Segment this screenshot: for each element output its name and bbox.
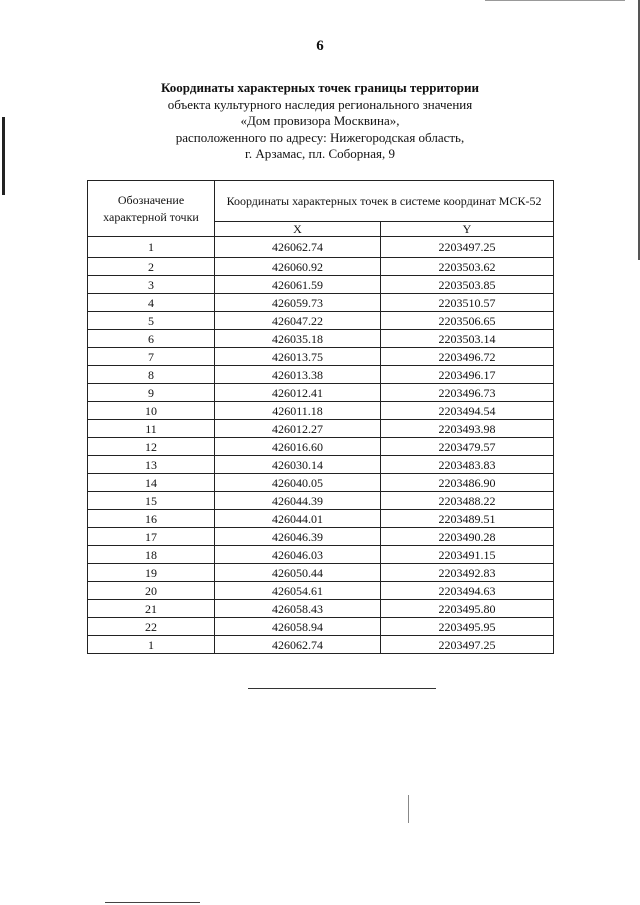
table-row (88, 237, 554, 258)
point-cell: 6 (88, 330, 215, 348)
table-row (88, 636, 554, 654)
point-cell: 21 (88, 600, 215, 618)
y-coordinate-cell: 2203497.25 (381, 237, 554, 258)
x-coordinate-cell: 426011.18 (215, 402, 381, 420)
x-coordinate-cell: 426046.39 (215, 528, 381, 546)
table-row (88, 348, 554, 366)
point-cell: 4 (88, 294, 215, 312)
end-of-document-line (248, 688, 436, 689)
x-coordinate-cell: 426054.61 (215, 582, 381, 600)
heading-address-line-2: г. Арзамас, пл. Соборная, 9 (245, 146, 395, 161)
point-cell: 15 (88, 492, 215, 510)
y-coordinate-cell: 2203490.28 (381, 528, 554, 546)
y-coordinate-cell: 2203503.85 (381, 276, 554, 294)
y-coordinate-cell: 2203494.54 (381, 402, 554, 420)
x-coordinate-cell: 426050.44 (215, 564, 381, 582)
point-cell: 18 (88, 546, 215, 564)
y-coordinate-cell: 2203497.25 (381, 636, 554, 654)
x-coordinate-cell: 426044.01 (215, 510, 381, 528)
point-cell: 20 (88, 582, 215, 600)
scan-mark-top (485, 0, 625, 1)
coordinates-table-body (88, 237, 554, 654)
y-coordinate-cell: 2203491.15 (381, 546, 554, 564)
x-coordinate-cell: 426030.14 (215, 456, 381, 474)
point-cell: 13 (88, 456, 215, 474)
point-cell: 1 (88, 237, 215, 258)
point-cell: 17 (88, 528, 215, 546)
y-coordinate-cell: 2203495.80 (381, 600, 554, 618)
heading-title: Координаты характерных точек границы территории (161, 80, 479, 95)
table-row (88, 420, 554, 438)
y-coordinate-cell: 2203492.83 (381, 564, 554, 582)
y-coordinate-cell: 2203495.95 (381, 618, 554, 636)
table-row (88, 438, 554, 456)
table-row (88, 366, 554, 384)
y-coordinate-cell: 2203489.51 (381, 510, 554, 528)
heading-object-type: объекта культурного наследия регионального значения (167, 96, 473, 112)
table-row (88, 456, 554, 474)
y-coordinate-cell: 2203483.83 (381, 456, 554, 474)
y-coordinate-cell: 2203486.90 (381, 474, 554, 492)
table-row (88, 294, 554, 312)
x-coordinate-cell: 426060.92 (215, 258, 381, 276)
y-coordinate-cell: 2203503.62 (381, 258, 554, 276)
table-row (88, 600, 554, 618)
y-coordinate-cell: 2203496.73 (381, 384, 554, 402)
x-coordinate-cell: 426059.73 (215, 294, 381, 312)
point-cell: 10 (88, 402, 215, 420)
x-coordinate-cell: 426061.59 (215, 276, 381, 294)
table-row (88, 546, 554, 564)
x-coordinate-cell: 426012.41 (215, 384, 381, 402)
point-cell: 14 (88, 474, 215, 492)
table-row (88, 618, 554, 636)
coordinates-table (87, 180, 554, 654)
x-coordinate-cell: 426040.05 (215, 474, 381, 492)
point-cell: 2 (88, 258, 215, 276)
table-row (88, 474, 554, 492)
y-coordinate-cell: 2203496.72 (381, 348, 554, 366)
heading-object-name: «Дом провизора Москвина», (240, 113, 400, 128)
point-cell: 16 (88, 510, 215, 528)
table-row (88, 276, 554, 294)
scan-mark-bottom (105, 902, 200, 903)
point-cell: 5 (88, 312, 215, 330)
x-coordinate-cell: 426062.74 (215, 636, 381, 654)
y-coordinate-cell: 2203503.14 (381, 330, 554, 348)
x-coordinate-cell: 426047.22 (215, 312, 381, 330)
x-coordinate-cell: 426012.27 (215, 420, 381, 438)
table-row (88, 510, 554, 528)
x-coordinate-cell: 426044.39 (215, 492, 381, 510)
table-row (88, 258, 554, 276)
table-row (88, 528, 554, 546)
y-coordinate-cell: 2203510.57 (381, 294, 554, 312)
y-column-header: Y (381, 222, 554, 237)
y-coordinate-cell: 2203496.17 (381, 366, 554, 384)
x-coordinate-cell: 426058.43 (215, 600, 381, 618)
table-row (88, 582, 554, 600)
document-heading (60, 80, 580, 163)
point-cell: 3 (88, 276, 215, 294)
x-column-header: X (215, 222, 381, 237)
coordinates-group-header: Координаты характерных точек в системе координат МСК-52 (215, 181, 554, 222)
scan-mark-middle (408, 795, 409, 823)
point-cell: 22 (88, 618, 215, 636)
point-cell: 8 (88, 366, 215, 384)
y-coordinate-cell: 2203479.57 (381, 438, 554, 456)
x-coordinate-cell: 426062.74 (215, 237, 381, 258)
x-coordinate-cell: 426046.03 (215, 546, 381, 564)
point-designation-header: Обозначение характерной точки (88, 181, 215, 237)
table-row (88, 384, 554, 402)
heading-address-line-1: расположенного по адресу: Нижегородская область, (175, 129, 465, 145)
page-number: 6 (316, 38, 324, 54)
point-cell: 19 (88, 564, 215, 582)
table-row (88, 564, 554, 582)
point-cell: 12 (88, 438, 215, 456)
table-row (88, 330, 554, 348)
point-cell: 11 (88, 420, 215, 438)
y-coordinate-cell: 2203506.65 (381, 312, 554, 330)
y-coordinate-cell: 2203488.22 (381, 492, 554, 510)
x-coordinate-cell: 426016.60 (215, 438, 381, 456)
y-coordinate-cell: 2203494.63 (381, 582, 554, 600)
x-coordinate-cell: 426058.94 (215, 618, 381, 636)
scan-mark-left (2, 117, 5, 195)
y-coordinate-cell: 2203493.98 (381, 420, 554, 438)
table-row (88, 492, 554, 510)
x-coordinate-cell: 426035.18 (215, 330, 381, 348)
x-coordinate-cell: 426013.75 (215, 348, 381, 366)
point-cell: 1 (88, 636, 215, 654)
point-cell: 7 (88, 348, 215, 366)
point-cell: 9 (88, 384, 215, 402)
x-coordinate-cell: 426013.38 (215, 366, 381, 384)
table-row (88, 312, 554, 330)
table-row (88, 402, 554, 420)
